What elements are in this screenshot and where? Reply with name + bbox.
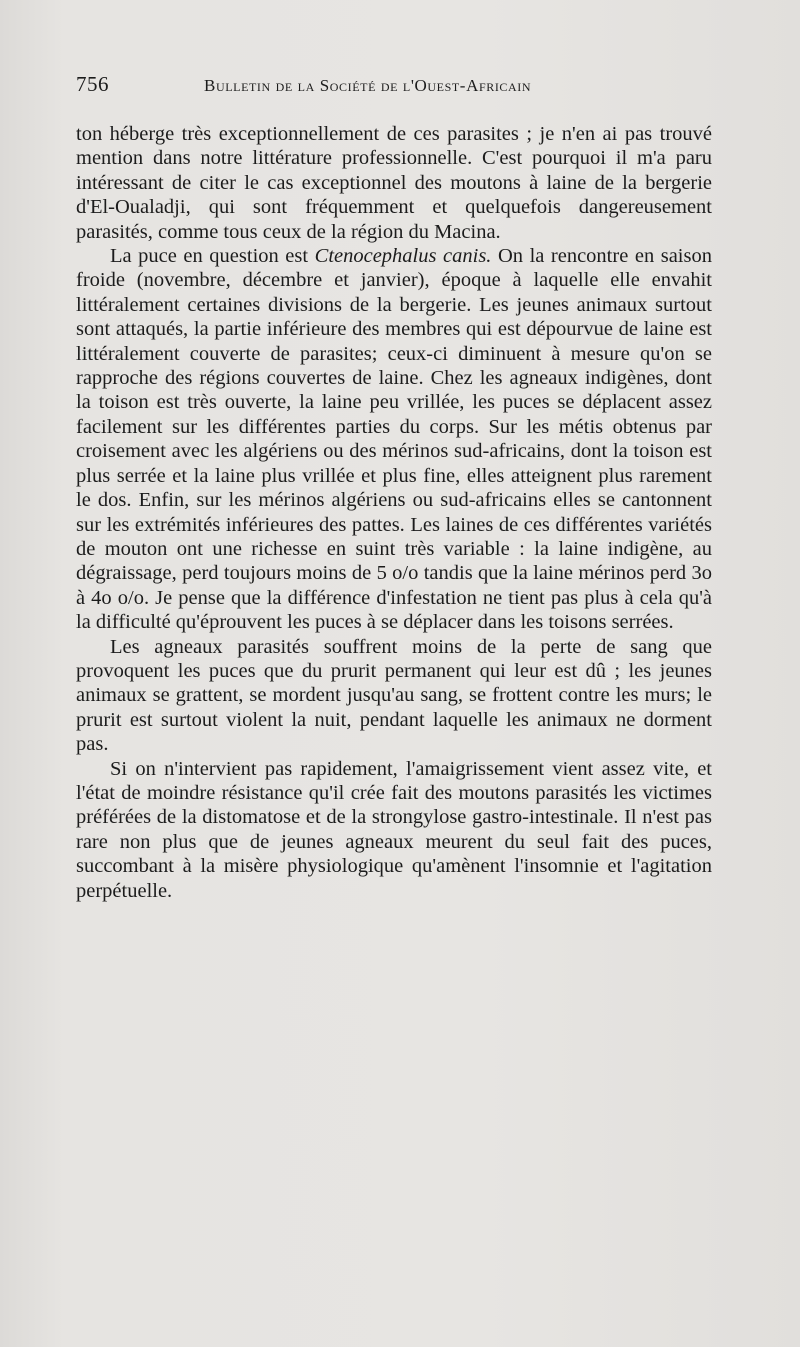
article-body — [76, 122, 712, 903]
paragraph-text: ton héberge très exceptionnellement de ces parasites ; je n'en ai pas trouvé mention dans notre littérature professionnelle. C'est pourquoi il m'a paru intéressant de citer le cas exceptionnel des moutons à laine de la bergerie d'El-Oualadji, qui sont fréquemment et quelquefois dangereusement parasités, comme tous ceux de la région du Macina. — [76, 123, 712, 243]
paragraph-text: La puce en question est — [110, 245, 315, 268]
paragraph-continuation — [76, 122, 712, 244]
paragraph-lambs-suffering — [76, 635, 712, 757]
running-title: Bulletin de la Société de l'Ouest-Africain — [204, 76, 532, 95]
paragraph-text: On la rencontre en saison froide (novembre, décembre et janvier), époque à laquelle elle envahit littéralement certaines divisions de la bergerie. Les jeunes animaux surtout sont attaqués, la partie inférieure des membres qui est dépourvue de laine est littéralement couverte de parasites; ceux-ci diminuent à mesure qu'on se rapproche des régions couvertes de laine. Chez les agneaux indigènes, dont la toison est très ouverte, la laine peu vrillée, les puces se déplacent assez facilement sur les différentes parties du corps. Sur les métis obtenus par croisement avec les algériens ou des mérinos sud-africains, dont la toison est plus serrée et la laine plus vrillée et plus fine, elles atteignent plus rarement le dos. Enfin, sur les mérinos algériens ou sud-africains elles se cantonnent sur les extrémités inférieures des pattes. Les laines de ces différentes variétés de mouton ont une richesse en suint très variable : la laine indigène, au dégraissage, perd toujours moins de 5 o/o tandis que la laine mérinos perd 3o à 4o o/o. Je pense que la différence d'infestation ne tient pas plus à cela qu'à la difficulté qu'éprouvent les puces à se déplacer dans les toisons serrées. — [76, 245, 712, 634]
page-number: 756 — [76, 72, 109, 96]
paragraph-flea-species — [76, 244, 712, 635]
species-name: Ctenocephalus canis. — [314, 245, 492, 268]
page-header — [76, 72, 736, 102]
paragraph-text: Si on n'intervient pas rapidement, l'amaigrissement vient assez vite, et l'état de moindre résistance qu'il crée fait des moutons parasités les victimes préférées de la distomatose et de la strongylose gastro-intestinale. Il n'est pas rare non plus que de jeunes agneaux meurent du seul fait des puces, succombant à la misère physiologique qu'amènent l'insomnie et l'agitation perpétuelle. — [76, 757, 712, 902]
paragraph-text: Les agneaux parasités souffrent moins de la perte de sang que provoquent les puces que du prurit permanent qui leur est dû ; les jeunes animaux se grattent, se mordent jusqu'au sang, se frottent contre les murs; le prurit est surtout violent la nuit, pendant laquelle les animaux ne dorment pas. — [76, 635, 712, 756]
paragraph-consequences — [76, 757, 712, 903]
